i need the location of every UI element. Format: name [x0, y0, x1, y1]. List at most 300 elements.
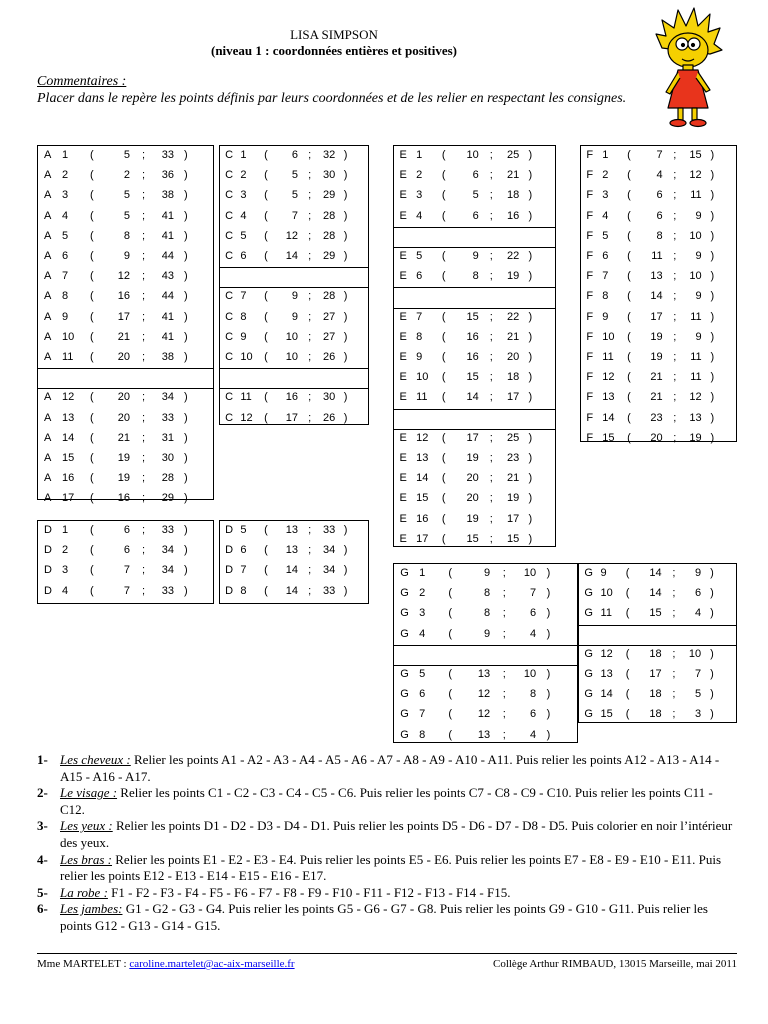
y-value: 31 — [161, 431, 174, 444]
separator: ; — [142, 270, 146, 283]
coord-row — [581, 409, 738, 429]
coord-table-d-left — [37, 520, 214, 604]
paren-close: ) — [528, 189, 533, 202]
separator: ; — [672, 647, 676, 660]
separator: ; — [489, 371, 493, 384]
separator: ; — [502, 627, 506, 640]
step-text: F1 - F2 - F3 - F4 - F5 - F6 - F7 - F8 - F9 - F10 - F11 - F12 - F13 - F14 - F15. — [107, 884, 511, 900]
y-value: 13 — [689, 411, 702, 424]
x-value: 13 — [285, 544, 298, 557]
point-index: 3 — [240, 189, 247, 202]
paren-close: ) — [528, 209, 533, 222]
separator: ; — [308, 229, 312, 242]
paren-open: ( — [264, 391, 268, 404]
point-index: 4 — [62, 584, 69, 597]
y-value: 19 — [507, 270, 520, 283]
paren-close: ) — [528, 250, 533, 262]
x-value: 19 — [117, 452, 130, 464]
x-value: 4 — [656, 169, 663, 182]
point-index: 5 — [419, 668, 426, 680]
x-value: 21 — [650, 391, 663, 404]
paren-open: ( — [264, 169, 268, 182]
table-divider — [220, 388, 368, 389]
paren-open: ( — [627, 229, 631, 242]
x-value: 9 — [472, 250, 479, 262]
coord-row — [581, 308, 738, 328]
y-value: 21 — [507, 330, 520, 343]
paren-open: ( — [627, 351, 631, 363]
table-divider — [220, 267, 368, 268]
separator: ; — [489, 189, 493, 202]
paren-open: ( — [441, 532, 446, 545]
x-value: 5 — [291, 169, 298, 182]
paren-close: ) — [710, 567, 714, 579]
point-letter: F — [586, 209, 594, 222]
x-value: 15 — [466, 532, 479, 545]
step-label: Les cheveux : — [60, 752, 131, 767]
x-value: 8 — [123, 229, 130, 242]
paren-open: ( — [90, 149, 94, 161]
paren-close: ) — [710, 371, 715, 384]
point-letter: E — [399, 149, 407, 161]
point-index: 4 — [419, 627, 426, 640]
x-value: 14 — [466, 391, 479, 404]
x-value: 6 — [656, 189, 663, 202]
x-value: 20 — [466, 472, 479, 485]
author-email-link[interactable]: caroline.martelet@ac-aix-marseille.fr — [129, 958, 295, 970]
separator: ; — [502, 567, 506, 579]
instruction-step — [37, 785, 737, 818]
separator: ; — [673, 431, 677, 444]
paren-close: ) — [528, 431, 533, 444]
separator: ; — [308, 524, 312, 536]
coord-row — [581, 388, 738, 408]
coord-table-d-right — [219, 520, 369, 604]
point-index: 8 — [240, 310, 247, 323]
paren-close: ) — [710, 209, 715, 222]
point-letter: F — [586, 391, 594, 404]
y-value: 7 — [530, 587, 537, 600]
coord-row — [38, 469, 215, 489]
point-index: 9 — [240, 330, 247, 343]
x-value: 14 — [649, 567, 662, 579]
point-letter: D — [225, 544, 234, 557]
coord-row — [220, 388, 370, 408]
separator: ; — [489, 351, 493, 363]
coord-row — [220, 166, 370, 186]
x-value: 6 — [291, 149, 298, 161]
point-letter: E — [399, 189, 407, 202]
coord-table-g-right — [578, 563, 737, 723]
coord-row — [394, 584, 579, 604]
y-value: 25 — [507, 149, 520, 161]
separator: ; — [308, 169, 312, 182]
y-value: 3 — [695, 708, 702, 721]
paren-close: ) — [546, 627, 551, 640]
paren-close: ) — [546, 708, 551, 721]
point-letter: A — [44, 351, 52, 363]
paren-close: ) — [710, 351, 715, 363]
paren-open: ( — [448, 587, 453, 600]
instructions — [37, 752, 737, 935]
paren-open: ( — [90, 250, 94, 262]
paren-close: ) — [184, 564, 188, 577]
separator: ; — [308, 411, 312, 424]
point-index: 10 — [416, 371, 429, 384]
point-letter: A — [44, 229, 52, 242]
point-index: 6 — [419, 688, 426, 701]
separator: ; — [142, 492, 146, 505]
point-index: 9 — [602, 310, 609, 323]
separator: ; — [308, 149, 312, 161]
footer-school: Collège Arthur RIMBAUD, 13015 Marseille, mai 2011 — [492, 958, 737, 970]
coord-row — [394, 665, 579, 685]
separator: ; — [142, 209, 146, 222]
paren-open: ( — [625, 607, 630, 620]
point-index: 4 — [602, 209, 609, 222]
point-index: 12 — [602, 371, 615, 384]
separator: ; — [489, 169, 493, 182]
paren-close: ) — [184, 149, 188, 161]
point-index: 9 — [62, 310, 69, 323]
point-index: 13 — [600, 668, 613, 680]
x-value: 9 — [484, 567, 491, 579]
y-value: 8 — [530, 688, 537, 701]
x-value: 20 — [117, 411, 130, 424]
coord-table-f — [580, 145, 737, 442]
y-value: 7 — [695, 668, 702, 680]
coord-row — [38, 348, 215, 368]
separator: ; — [673, 310, 677, 323]
separator: ; — [489, 310, 493, 323]
x-value: 17 — [649, 668, 662, 680]
coord-row — [581, 207, 738, 227]
paren-close: ) — [710, 290, 715, 303]
paren-open: ( — [441, 452, 446, 464]
x-value: 5 — [291, 189, 298, 202]
point-letter: G — [400, 688, 409, 701]
point-index: 10 — [62, 330, 75, 343]
x-value: 15 — [649, 607, 662, 620]
paren-close: ) — [528, 492, 533, 505]
paren-open: ( — [627, 411, 631, 424]
y-value: 10 — [523, 567, 537, 579]
point-index: 6 — [416, 270, 423, 283]
point-letter: E — [399, 169, 407, 182]
y-value: 41 — [161, 310, 174, 323]
point-letter: A — [44, 330, 52, 343]
point-index: 11 — [602, 351, 614, 363]
paren-close: ) — [528, 149, 533, 161]
point-index: 17 — [416, 532, 429, 545]
paren-close: ) — [710, 229, 715, 242]
point-letter: C — [225, 169, 234, 182]
point-letter: G — [584, 688, 593, 701]
point-letter: G — [584, 607, 593, 620]
page-subtitle: (niveau 1 : coordonnées entières et positives) — [210, 43, 457, 58]
x-value: 7 — [123, 564, 130, 577]
paren-open: ( — [441, 391, 446, 404]
paren-close: ) — [184, 250, 188, 262]
coord-row — [220, 521, 370, 541]
y-value: 11 — [690, 310, 702, 323]
point-letter: E — [399, 532, 407, 545]
point-letter: E — [399, 431, 407, 444]
paren-open: ( — [90, 472, 94, 485]
x-value: 11 — [651, 250, 663, 262]
y-value: 4 — [530, 627, 537, 640]
x-value: 19 — [650, 351, 663, 363]
y-value: 34 — [323, 544, 336, 557]
coord-row — [581, 247, 738, 267]
y-value: 15 — [689, 149, 702, 161]
paren-open: ( — [441, 512, 446, 525]
coord-row — [581, 267, 738, 287]
point-index: 14 — [600, 688, 613, 701]
table-divider — [38, 388, 213, 389]
separator: ; — [489, 431, 493, 444]
point-index: 9 — [600, 567, 607, 579]
separator: ; — [489, 209, 493, 222]
x-value: 14 — [649, 587, 662, 600]
x-value: 14 — [650, 290, 663, 303]
point-index: 2 — [62, 544, 69, 557]
instruction-step — [37, 818, 737, 851]
separator: ; — [142, 564, 146, 577]
paren-open: ( — [264, 229, 268, 242]
step-text: Relier les points C1 - C2 - C3 - C4 - C5 - C6. Puis relier les points C7 - C8 - C9 - C10. Puis relier les points C11 - C12. — [60, 785, 713, 817]
step-label: Le visage : — [60, 785, 118, 801]
point-index: 9 — [416, 351, 423, 363]
paren-open: ( — [264, 524, 268, 536]
point-letter: D — [225, 524, 234, 536]
separator: ; — [673, 229, 677, 242]
separator: ; — [142, 189, 146, 202]
coord-row — [394, 207, 557, 227]
point-index: 13 — [62, 411, 75, 424]
point-index: 12 — [240, 411, 253, 424]
point-letter: C — [225, 330, 234, 343]
point-index: 8 — [62, 290, 69, 303]
y-value: 6 — [530, 708, 537, 721]
paren-open: ( — [90, 270, 94, 283]
coord-row — [394, 469, 557, 489]
paren-close: ) — [184, 411, 188, 424]
x-value: 21 — [650, 371, 663, 384]
point-letter: G — [400, 567, 409, 579]
point-letter: F — [586, 310, 594, 323]
point-index: 14 — [602, 411, 615, 424]
coord-row — [394, 308, 557, 328]
x-value: 14 — [285, 564, 298, 577]
table-divider — [394, 227, 555, 228]
comment-text: Placer dans le repère les points définis par leurs coordonnées et de les relier en respectant les consignes. — [37, 91, 627, 106]
point-letter: F — [586, 431, 594, 444]
point-index: 3 — [419, 607, 426, 620]
paren-open: ( — [90, 229, 94, 242]
point-letter: A — [44, 169, 52, 182]
point-index: 10 — [240, 351, 253, 363]
coord-row — [579, 564, 738, 584]
point-letter: G — [584, 567, 593, 579]
point-letter: F — [586, 229, 594, 242]
paren-close: ) — [710, 607, 714, 620]
paren-close: ) — [528, 330, 533, 343]
point-index: 6 — [240, 544, 247, 557]
paren-open: ( — [264, 411, 268, 424]
step-number: 3- — [37, 818, 48, 834]
paren-close: ) — [546, 587, 551, 600]
paren-close: ) — [546, 728, 551, 741]
point-index: 2 — [602, 169, 609, 182]
paren-close: ) — [710, 330, 715, 343]
coord-row — [394, 388, 557, 408]
x-value: 7 — [291, 209, 298, 222]
paren-open: ( — [627, 431, 631, 444]
point-letter: D — [44, 544, 52, 557]
point-index: 6 — [602, 250, 609, 262]
paren-open: ( — [264, 564, 268, 577]
y-value: 33 — [161, 524, 174, 536]
separator: ; — [142, 544, 146, 557]
paren-open: ( — [90, 544, 94, 557]
y-value: 9 — [695, 567, 702, 579]
paren-open: ( — [441, 169, 446, 182]
point-letter: G — [584, 668, 593, 680]
coord-row — [581, 328, 738, 348]
paren-close: ) — [710, 708, 714, 721]
x-value: 13 — [650, 270, 663, 283]
y-value: 26 — [323, 351, 336, 363]
x-value: 19 — [466, 452, 479, 464]
point-index: 5 — [240, 524, 247, 536]
separator: ; — [142, 411, 146, 424]
paren-open: ( — [90, 524, 94, 536]
paren-close: ) — [343, 411, 348, 424]
coord-row — [220, 227, 370, 247]
separator: ; — [672, 587, 676, 600]
point-index: 16 — [416, 512, 429, 525]
point-letter: G — [584, 708, 593, 721]
point-index: 17 — [62, 492, 75, 505]
paren-open: ( — [627, 209, 631, 222]
x-value: 8 — [484, 587, 491, 600]
separator: ; — [142, 229, 146, 242]
paren-close: ) — [343, 149, 348, 161]
separator: ; — [672, 708, 676, 721]
coord-row — [38, 409, 215, 429]
point-letter: E — [399, 310, 407, 323]
paren-open: ( — [448, 728, 453, 741]
table-divider — [394, 645, 577, 646]
point-letter: E — [399, 330, 407, 343]
point-letter: E — [399, 270, 407, 283]
y-value: 30 — [323, 391, 336, 404]
paren-close: ) — [184, 584, 188, 597]
x-value: 9 — [291, 290, 298, 303]
separator: ; — [142, 169, 146, 182]
point-letter: E — [399, 472, 407, 485]
coord-row — [394, 429, 557, 449]
separator: ; — [673, 169, 677, 182]
point-index: 7 — [602, 270, 609, 283]
paren-close: ) — [546, 607, 551, 620]
coord-row — [394, 510, 557, 530]
point-index: 3 — [62, 564, 69, 577]
paren-open: ( — [625, 708, 630, 721]
paren-close: ) — [184, 209, 188, 222]
coord-row — [581, 429, 738, 449]
paren-open: ( — [90, 391, 94, 404]
point-index: 7 — [240, 564, 247, 577]
x-value: 2 — [123, 169, 130, 182]
coord-row — [394, 705, 579, 725]
point-letter: F — [586, 371, 594, 384]
x-value: 9 — [291, 310, 298, 323]
step-text: G1 - G2 - G3 - G4. Puis relier les points G5 - G6 - G7 - G8. Puis relier les points G9 - G10 - G11. Puis relier les points G12 - G13 - G14 - G15. — [60, 901, 708, 933]
point-letter: C — [225, 209, 234, 222]
x-value: 8 — [472, 270, 479, 283]
point-letter: A — [44, 149, 52, 161]
y-value: 21 — [507, 472, 520, 485]
y-value: 25 — [507, 431, 520, 444]
x-value: 16 — [117, 290, 130, 303]
coord-row — [394, 726, 579, 746]
separator: ; — [673, 270, 677, 283]
step-text: Relier les points D1 - D2 - D3 - D4 - D1. Puis relier les points D5 - D6 - D7 - D8 - D5. Puis colorier en noir l’intérieur des yeux. — [60, 818, 733, 850]
paren-open: ( — [441, 492, 446, 505]
paren-close: ) — [546, 668, 551, 680]
paren-close: ) — [710, 587, 714, 600]
separator: ; — [308, 330, 312, 343]
point-index: 1 — [419, 567, 426, 579]
x-value: 23 — [650, 411, 663, 424]
x-value: 8 — [656, 229, 663, 242]
separator: ; — [142, 431, 146, 444]
point-letter: A — [44, 452, 52, 464]
coord-table-c — [219, 145, 369, 425]
y-value: 29 — [161, 492, 174, 505]
x-value: 6 — [656, 209, 663, 222]
point-index: 6 — [62, 250, 69, 262]
y-value: 12 — [689, 169, 702, 182]
paren-close: ) — [343, 250, 348, 262]
coord-row — [394, 604, 579, 624]
step-label: Les yeux : — [60, 818, 113, 834]
point-index: 8 — [416, 330, 423, 343]
x-value: 6 — [472, 169, 479, 182]
y-value: 22 — [507, 310, 520, 323]
paren-open: ( — [90, 169, 94, 182]
point-letter: E — [399, 351, 407, 363]
paren-open: ( — [627, 371, 631, 384]
paren-open: ( — [90, 492, 94, 505]
y-value: 21 — [507, 169, 520, 182]
point-index: 1 — [62, 524, 69, 536]
paren-close: ) — [184, 169, 188, 182]
paren-close: ) — [528, 512, 533, 525]
point-letter: C — [225, 229, 234, 242]
paren-close: ) — [343, 564, 348, 577]
paren-close: ) — [184, 229, 188, 242]
point-letter: C — [225, 411, 234, 424]
separator: ; — [502, 607, 506, 620]
point-letter: G — [584, 647, 593, 660]
coord-row — [38, 247, 215, 267]
paren-open: ( — [90, 564, 94, 577]
separator: ; — [489, 149, 493, 161]
paren-open: ( — [627, 290, 631, 303]
